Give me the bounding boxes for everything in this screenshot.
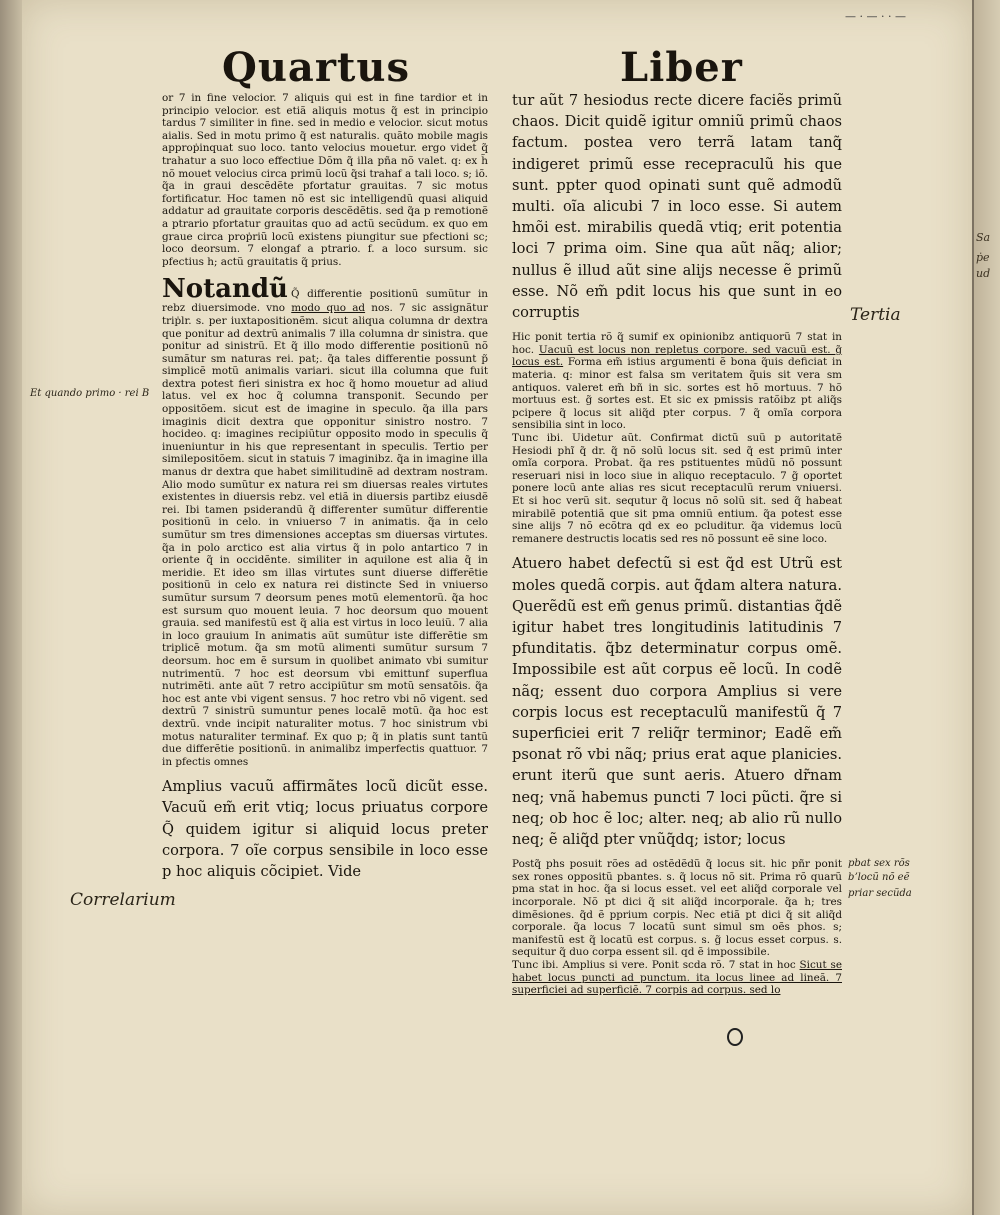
main-text-paragraph: Atuero habet defectũ si est q̃d est Utrũ est moles quedã corpis. aut q̃dam altera natura. Querẽdũ est em̃ genus primũ. distantias q̃dẽ igitur habet tres longitudinis latitudinis 7 pfunditatis. q̃bz determinatur corpus omẽ. Impossibile est aũt corpus eẽ locũ. In codẽ nãq; essent duo corpora Amplius si vere corpis locus est receptaculũ manifestũ q̃ 7 superficiei erit 7 reliq̃r terminor; Eadẽ em̃ psonat rõ vbi nãq; prius erat aque planicies. erunt iterũ que sunt aeris. Atuero dr̃nam neq; vnã habemus puncti 7 loci pũcti. q̃re si neq; ob hoc ẽ loc; alter. neq; ab alio rũ nullo neq; ẽ aliq̃d pter vnũq̃dq; istor; locus [512,555,842,848]
commentary-text-underlined: Uacuũ est locus non repletus corpore. sed vacuũ est. g̃ locus est. [512,343,843,369]
left-column [162,92,488,882]
edge-fragment: ṗe [976,251,990,264]
left-page-edge [0,0,22,1215]
commentary-paragraph: or 7 in fine velocior. 7 aliquis qui est in fine tardior et in principio velocior. est etiã aliquis motus q̃ est in principio tardus 7 similiter in fine. sed in medio e velocior. sicut motus aialis. Sed in motu primo q̃ est naturalis. quãto mobile magis approṗinquat suo loco. tanto velocius mouetur. ergo videt̃ q̃ trahatur a suo loco effectiue Dõm q̃ illa pña nõ valet. q: ex h̃ nõ mouet velocius circa primũ locũ q̃si trahaf a tali loco. s; iõ. q̃a in graui descẽdẽte pfortatur grauitas. 7 sic motus fortificatur. Hoc tamen nõ est sic intelligendũ quasi aliquid addatur ad grauitate corporis descẽdẽtis. sed q̃a p remotionẽ a ptrario pfortatur grauitas quo ad actũ secũdum. ex quo em graue circa proṗriũ locũ existens piungitur sue pfectioni sc; loco deorsum. 7 elongaf a ptrario. f. a loco sursum. sic pfectius h; actũ grauitatis q̃ prius. [162,92,488,268]
corner-mark: — · — · · — [845,10,906,23]
right-page-edge [972,0,1000,1215]
margin-note-printed: priar secũda [848,888,912,899]
edge-fragment: ud [976,267,991,280]
running-head-left: Quartus [222,44,410,91]
commentary-text: Q̃ differentie positionũ sumũtur in rebz diuersimode. vno [162,288,488,315]
notandum-paragraph [162,276,488,768]
commentary-text-underlined: modo quo ad [291,302,366,315]
commentary-paragraph: Tunc ibi. Uidetur aũt. Confirmat dictũ suũ p autoritatẽ Hesiodi phĩ q̃ dr. q̃ nõ solũ locus sit. sed q̃ est primũ inter omĩa corpora. Probat. q̃a res pstituentes mũdũ nõ possunt reseruari nisi in loco siue in aliquo receptaculo. 7 g̃ oportet ponere locũ ante alias res sicut receptaculũ rerum vniuersi. Et si hoc verũ sit. sequtur q̃ locus nõ solũ sit. sed q̃ habeat mirabilẽ potentiã que sit pma omniũ entium. q̃a potest esse sine alijs 7 nõ ecõtra qd ex eo pcluditur. q̃a videmus locũ remanere destructis locatis sed res nõ possunt eẽ sine loco. [512,431,842,545]
margin-note-printed: bʼlocũ nõ eẽ [848,872,910,883]
commentary-paragraph: Postq̃ phs posuit rões ad ostẽdẽdũ q̃ locus sit. hic pñr ponit sex rones oppositũ pbantes. s. q̃ locus nõ sit. Prima rõ quarũ pma stat in hoc. q̃a si locus esset. vel eet aliq̃d corporale vel incorporale. Nõ pt dici q̃ sit aliq̃d incorporale. q̃a h; tres dimẽsiones. q̃d ẽ pprium corpis. Nec etiã pt dici q̃ sit aliq̃d corporale. q̃a locus 7 locatũ sunt simul sm oẽs phos. s; manifestũ est q̃ locatũ est corpus. s. g̃ locus esset corpus. s. sequitur q̃ duo corpa essent sil. qd ẽ impossibile. [512,858,842,959]
running-head-right: Liber [620,44,743,91]
commentary-text: Hic ponit tertia rõ q̃ sumif ex opinionibz antiquorũ 7 stat in hoc. [512,331,842,356]
commentary-paragraph [512,331,842,432]
main-text-paragraph: tur aũt 7 hesiodus recte dicere faciẽs primũ chaos. Dicit quidẽ igitur omniũ primũ chaos factum. postea vero terrã latam tanq̃ indigeret primũ esse recepraculũ his que sunt. ppter quod opinati sunt quẽ admodũ multi. oĩa alicubi 7 in loco esse. Si autem hmõi est. mirabilis quedã vtiq; erit potentia loci 7 prima oim. Sine qua aũt nãq; alior; nullus ẽ illud aũt sine alijs necesse ẽ primũ esse. Nõ em̃ pdit locus his que sunt in eo corruptis [512,92,842,322]
margin-note-printed: pbat sex rõs [848,858,910,869]
main-text-paragraph: Amplius vacuũ affirmãtes locũ dicũt esse. Vacuũ em̃ erit vtiq; locus priuatus corpore Q̃ quidem igitur si aliquid locus preter corpora. 7 oĩe corpus sensibile in loco esse p hoc aliquis cõcipiet. Vide [162,778,488,881]
commentary-text-underlined: Sicut se habet locus puncti ad punctum. ita locus linee ad lineã. 7 superficiei ad superficiẽ. 7 corpis ad corpus. sed lo [512,958,842,997]
notandum-initial: Notandũ [162,274,288,305]
edge-fragment: Sa [976,231,991,244]
ink-mark [727,1028,743,1046]
margin-note-left: Et quando primo · rei B [30,388,150,399]
right-column [512,90,842,997]
commentary-text: nos. 7 sic assignãtur triṗlr. s. per iuxtapositionẽm. sicut aliqua columna dr dextra que ponitur ad dextrũ animalis 7 illa columna dr sinistra. que ponitur ad sinistrũ. Et q̃ illo modo differentie positionũ nõ sumãtur sm naturas rei. pat;. q̃a tales differentie possunt p̃ simplicẽ motũ animalis variari. sicut illa columna que fuit dextra potest fieri sinistra ex hoc q̃ homo mouetur ad aliud latus. vel ex hoc q̃ columna transponit. Secundo per oppositõem. sicut est de imagine in speculo. q̃a illa pars imaginis dicit dextra que opponitur sinistro nostro. 7 hocideo. q: imagines recipiũtur opposito modo in speculis q̃ inueniuntur in his que representant in speculis. Tertio per similepositõem. sicut in statuis 7 imaginibz. q̃a in imagine illa manus dr dextra que habet similitudinẽ ad dextram nostram. Alio modo sumũtur ex natura rei sm diuersas reales virtutes existentes in diuersis rebz. vel etiã in diuersis partibz eiusdẽ rei. Ibi tamen psiderandũ q̃ differenter sumũtur differentie positionũ in celo. in vniuerso 7 in animatis. q̃a in celo sumũtur sm tres dimensiones acceptas sm diuersas virtutes. q̃a in polo arctico est alia virtus q̃ in polo antartico 7 in oriente q̃ in occidẽnte. similiter in aquilone est alia q̃ in meridie. Et ideo sm illas virtutes sunt diuerse differẽtie positionũ in celo ex natura rei distincte Sed in vniuerso sumũtur sursum 7 deorsum penes motũ elementorũ. q̃a hoc est sursum quo mouent leuia. 7 hoc deorsum quo mouent grauia. sed manifestũ est q̃ alia est virtus in loco leuiũ. 7 alia in loco grauium In animatis aũt sumũtur iste differẽtie sm triplicẽ motum. q̃a sm motũ alimenti sumũtur sursum 7 deorsum. hoc em ẽ sursum in quolibet animato vbi sumitur nutrimentũ. 7 hoc est deorsum vbi emittunf superflua nutrimẽti. ante aũt 7 retro accipiũtur sm motũ sensatõis. q̃a hoc est ante vbi vigent sensus. 7 hoc retro vbi nõ vigent. sed dextrũ 7 sinistrũ sumuntur penes localẽ motũ. q̃a hoc est dextrũ. vnde incipit naturaliter motus. 7 hoc sinistrum vbi motus naturaliter terminaf. Ex quo p; q̃ in platis sunt tantũ due differẽtie positionũ. in animalibz imperfectis quattuor. 7 in pfectis omnes [162,302,489,768]
commentary-paragraph [512,959,842,997]
commentary-text: Forma em̃ istius argumenti ẽ bona q̃uis deficiat in materia. q: minor est falsa sm veritatem q̃uis sit vera sm antiquos. valeret em̃ bñ in sic. sortes est hõ mortuus. 7 hõ mortuus est. g̃ sortes est. Et sic ex pmissis ratõibz pt aliq̃s pcipere q̃ locus sit aliq̃d pter corpus. 7 q̃ omĩa corpora sensibilia sint in loco. [512,356,843,432]
margin-note-correlarium: Correlarium [70,890,176,910]
commentary-text: Tunc ibi. Amplius si vere. Ponit scda rõ. 7 stat in hoc [512,958,800,971]
margin-note-tertia: Tertia [850,305,901,325]
